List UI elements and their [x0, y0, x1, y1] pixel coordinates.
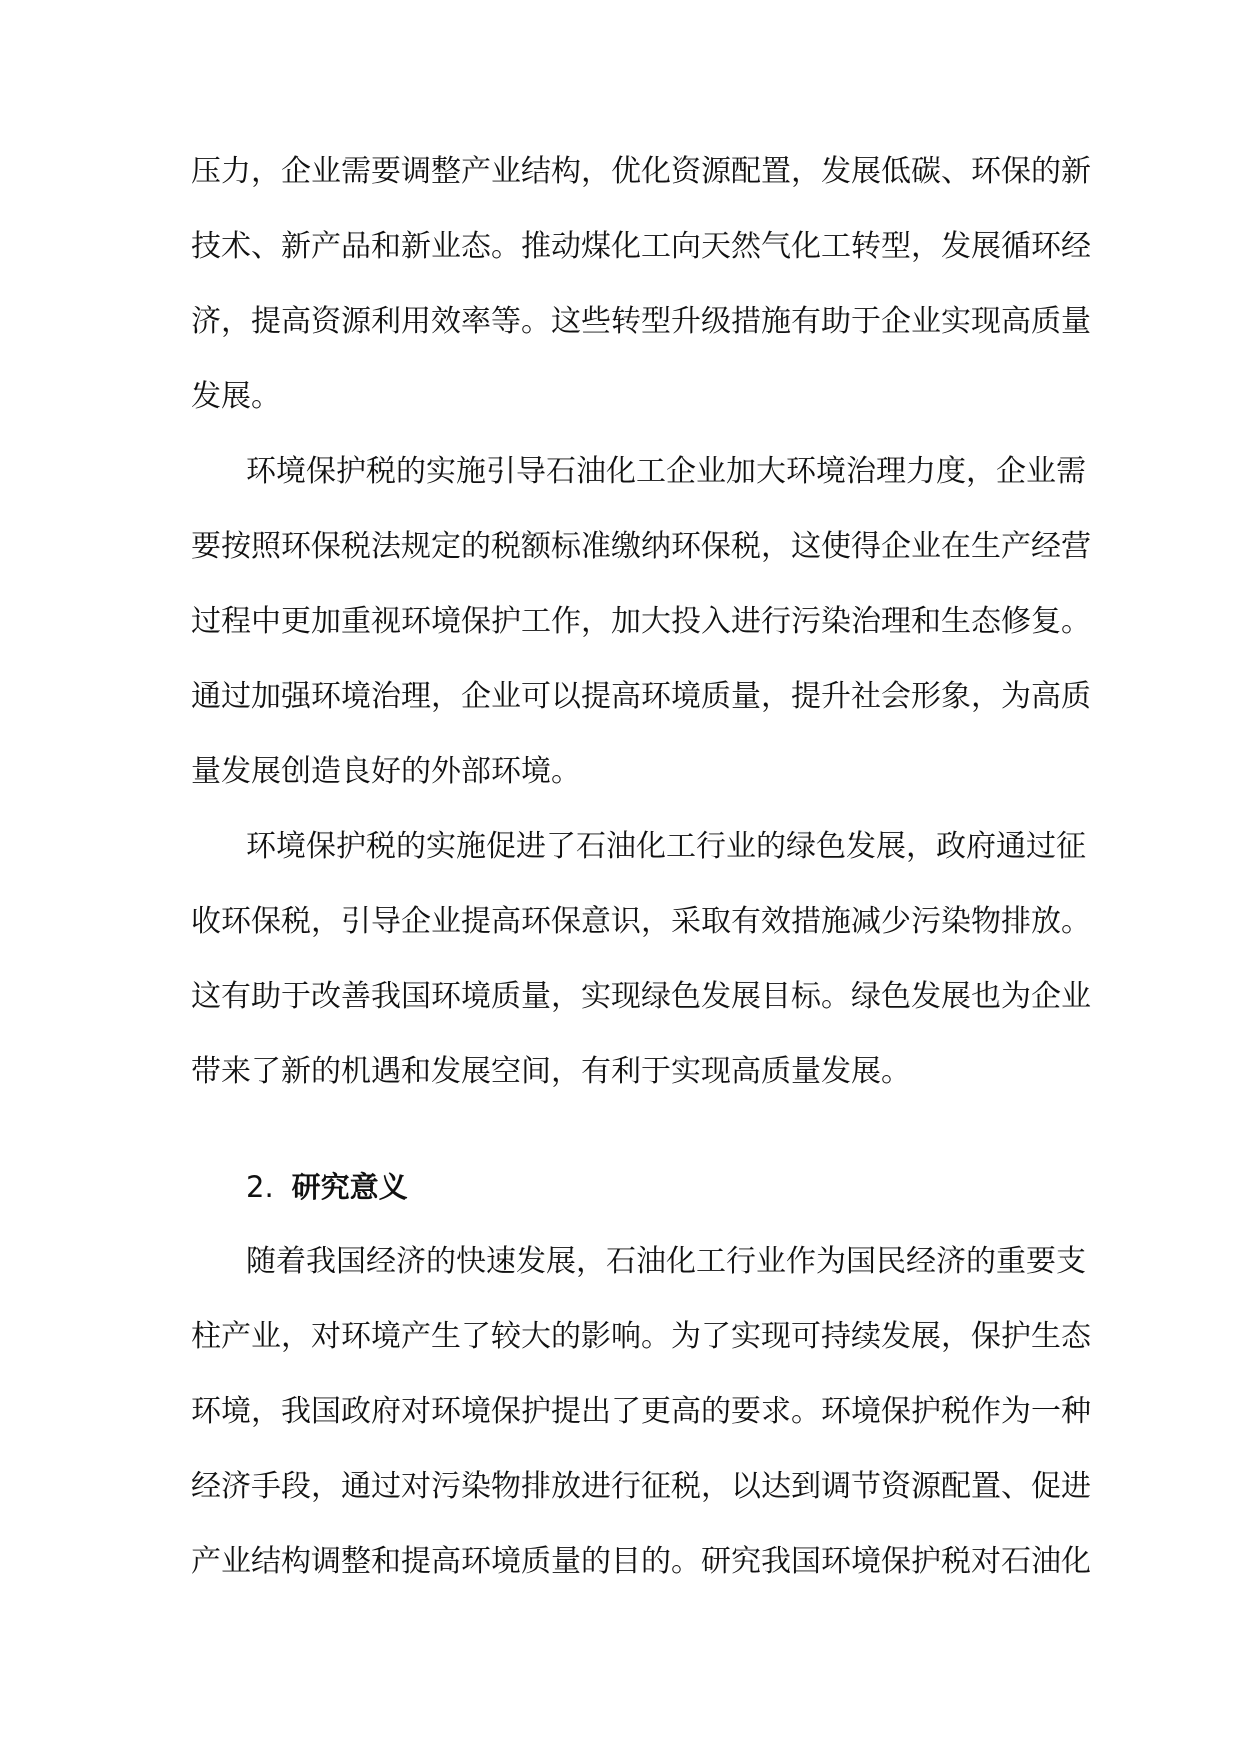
- paragraph-line: 环境保护税的实施引导石油化工企业加大环境治理力度，企业需: [246, 454, 1086, 489]
- paragraph-line: 通过加强环境治理，企业可以提高环境质量，提升社会形象，为高质: [191, 679, 1091, 714]
- paragraph-line: 收环保税，引导企业提高环保意识，采取有效措施减少污染物排放。: [191, 904, 1091, 939]
- paragraph-line: 柱产业，对环境产生了较大的影响。为了实现可持续发展，保护生态: [191, 1319, 1091, 1354]
- paragraph-line: 技术、新产品和新业态。推动煤化工向天然气化工转型，发展循环经: [191, 229, 1091, 264]
- paragraph-line: 发展。: [191, 379, 281, 414]
- paragraph-line: 量发展创造良好的外部环境。: [191, 754, 581, 789]
- paragraph-line: 环境保护税的实施促进了石油化工行业的绿色发展，政府通过征: [246, 829, 1086, 864]
- paragraph-line: 环境，我国政府对环境保护提出了更高的要求。环境保护税作为一种: [191, 1394, 1091, 1429]
- paragraph-line: 带来了新的机遇和发展空间，有利于实现高质量发展。: [191, 1054, 911, 1089]
- paragraph-line: 随着我国经济的快速发展，石油化工行业作为国民经济的重要支: [246, 1244, 1086, 1279]
- paragraph-line: 过程中更加重视环境保护工作，加大投入进行污染治理和生态修复。: [191, 604, 1091, 639]
- paragraph-line: 经济手段，通过对污染物排放进行征税，以达到调节资源配置、促进: [191, 1469, 1091, 1504]
- section-title: 研究意义: [291, 1170, 408, 1204]
- section-number: 2.: [246, 1170, 274, 1204]
- paragraph-line: 这有助于改善我国环境质量，实现绿色发展目标。绿色发展也为企业: [191, 979, 1091, 1014]
- paragraph-line: 压力，企业需要调整产业结构，优化资源配置，发展低碳、环保的新: [191, 154, 1091, 189]
- paragraph-line: 要按照环保税法规定的税额标准缴纳环保税，这使得企业在生产经营: [191, 529, 1091, 564]
- paragraph-line: 产业结构调整和提高环境质量的目的。研究我国环境保护税对石油化: [191, 1544, 1091, 1579]
- section-heading: [246, 1165, 408, 1209]
- paragraph-line: 济，提高资源利用效率等。这些转型升级措施有助于企业实现高质量: [191, 304, 1091, 339]
